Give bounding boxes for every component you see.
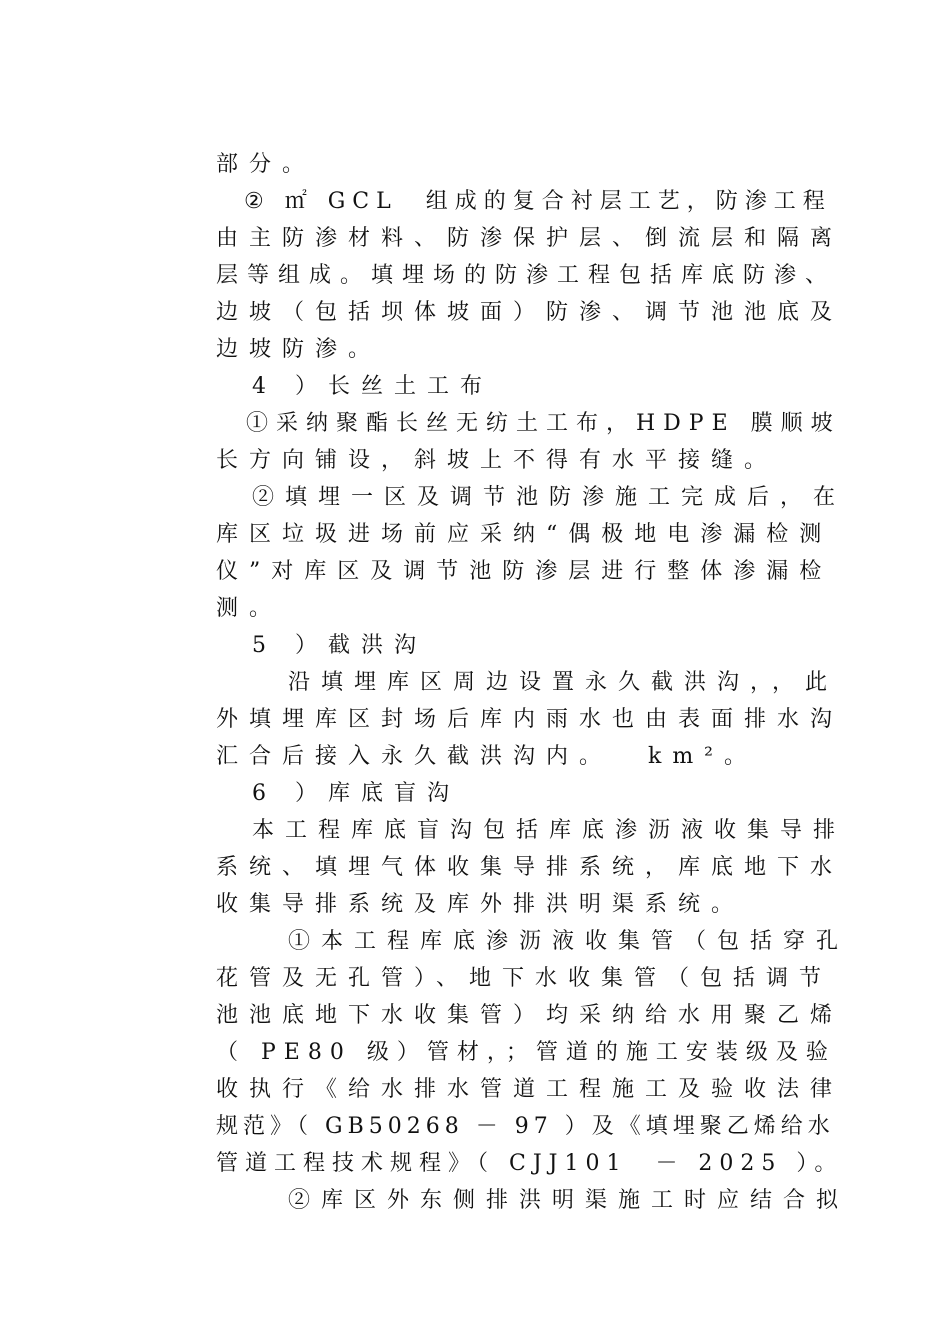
text-line: ①本工程库底渗沥液收集管（包括穿孔 (216, 929, 849, 954)
text-line: 池池底地下水收集管）均采纳给水用聚乙烯 (216, 1003, 844, 1028)
text-line: ② ㎡ GCL 组成的复合衬层工艺，防渗工程 (216, 189, 832, 214)
text-line: 部分。 (216, 152, 316, 177)
text-line: 边坡（包括坝体坡面）防渗、调节池池底及 (216, 300, 844, 325)
text-line: 规范》（ GB50268 － 97 ）及《填埋聚乙烯给水 (216, 1114, 835, 1139)
text-line: 本工程库底盲沟包括库底渗沥液收集导排 (216, 818, 846, 843)
text-line: 收集导排系统及库外排洪明渠系统。 (216, 892, 745, 917)
text-line: 花管及无孔管）、地下水收集管（包括调节 (216, 966, 833, 991)
text-line: 沿填埋库区周边设置永久截洪沟，，此 (216, 670, 838, 695)
text-line: 收执行《给水排水管道工程施工及验收法律 (216, 1077, 844, 1102)
text-line: ②库区外东侧排洪明渠施工时应结合拟 (216, 1188, 849, 1213)
text-line: 由主防渗材料、防渗保护层、倒流层和隔离 (216, 226, 844, 251)
text-line: 外填埋库区封场后库内雨水也由表面排水沟 (216, 707, 844, 732)
section-heading: 6 ）库底盲沟 (216, 781, 460, 806)
text-line: ①采纳聚酯长丝无纺土工布，HDPE 膜顺坡 (216, 411, 841, 436)
text-line: （ PE80 级）管材，；管道的施工安装级及验 (216, 1040, 836, 1065)
section-heading: 4 ）长丝土工布 (216, 374, 493, 399)
text-line: 边坡防渗。 (216, 337, 382, 362)
text-line: 长方向铺设，斜坡上不得有水平接缝。 (216, 448, 778, 473)
text-line: 库区垃圾进场前应采纳“偶极地电渗漏检测 (216, 522, 833, 547)
section-heading: 5 ）截洪沟 (216, 633, 427, 658)
text-line: 系统、填埋气体收集导排系统，库底地下水 (216, 855, 844, 880)
text-line: 管道工程技术规程》（ CJJ101 － 2025 ）。 (216, 1151, 844, 1176)
text-line: ②填埋一区及调节池防渗施工完成后，在 (216, 485, 846, 510)
text-line: 测。 (216, 596, 283, 621)
text-line: 仪”对库区及调节池防渗层进行整体渗漏检 (216, 559, 833, 584)
text-line: 层等组成。填埋场的防渗工程包括库底防渗、 (216, 263, 837, 288)
text-line: 汇合后接入永久截洪沟内。 km²。 (216, 744, 757, 769)
